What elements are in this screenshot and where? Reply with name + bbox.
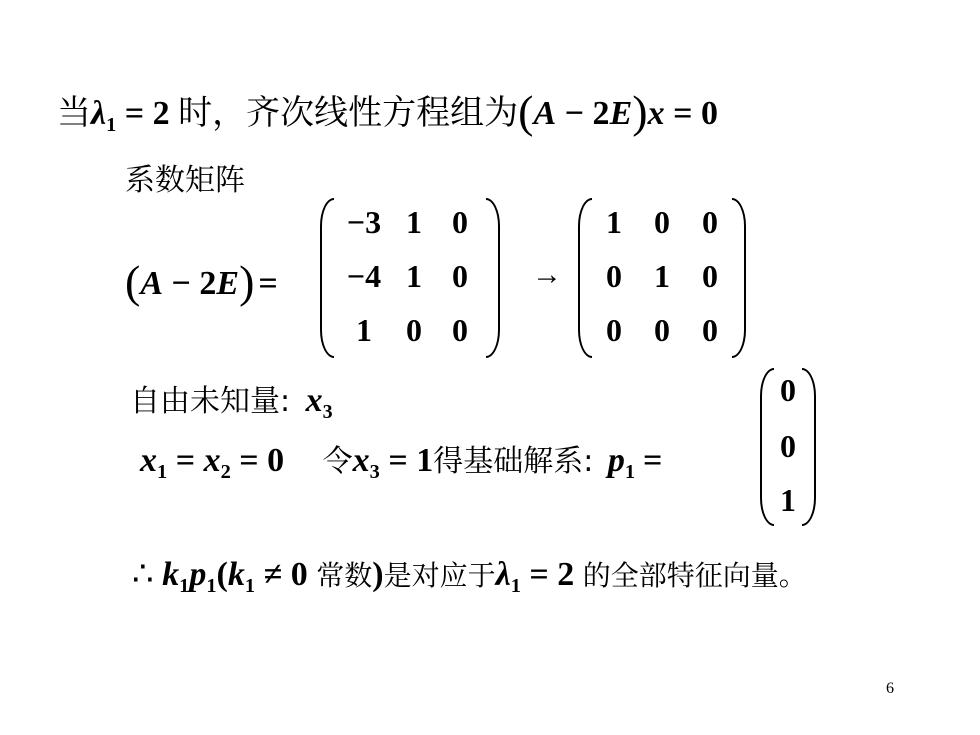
matrix-cell: 0: [702, 258, 718, 294]
vector-cell: 0: [780, 372, 796, 408]
basis-vector: [760, 368, 816, 526]
p1-subscript: 1: [206, 575, 217, 598]
coefficient-matrix: [320, 198, 500, 358]
eigenvalue-equals: = 2: [116, 95, 179, 132]
free-variable-subscript: 3: [322, 401, 333, 423]
left-paren: (: [518, 86, 534, 137]
matrix-cell: 0: [606, 312, 622, 348]
conclusion-line: [132, 554, 807, 598]
x2: x: [203, 442, 221, 479]
matrix-cell: 1: [406, 258, 422, 294]
free-variable-label: 自由未知量:: [130, 384, 291, 419]
matrix-cell: 1: [356, 312, 372, 348]
therefore-symbol: ∴: [132, 556, 163, 593]
right-paren: ): [632, 86, 648, 137]
matrix-left-bracket: [578, 198, 592, 358]
matrix-right-bracket: [732, 198, 746, 358]
equals-one: = 1: [379, 442, 434, 479]
matrix-A: A: [140, 265, 164, 302]
page-number: 6: [886, 680, 894, 697]
matrix-cell: 0: [452, 312, 468, 348]
k1-inner: k: [227, 556, 245, 593]
p1-subscript: 1: [624, 461, 636, 484]
matrix-lhs: [125, 252, 278, 305]
reduced-matrix: [578, 198, 746, 358]
system-description: 时，齐次线性方程组为: [178, 93, 519, 133]
x2-subscript: 2: [220, 461, 231, 484]
x1-subscript: 1: [157, 461, 168, 484]
matrix-right-bracket: [486, 198, 500, 358]
coefficient-matrix-label: 系数矩阵: [125, 163, 245, 198]
matrix-cell: 0: [452, 258, 468, 294]
eigenvector-text: 的全部特征向量。: [582, 559, 807, 592]
lambda-subscript: 1: [510, 575, 521, 598]
k1-subscript: 1: [179, 575, 190, 598]
eigenvalue-case-line: [57, 82, 718, 137]
x3-subscript: 3: [369, 461, 380, 484]
free-variable-x: x: [305, 382, 323, 419]
x3: x: [352, 442, 370, 479]
minus-two: − 2: [163, 265, 217, 302]
lambda-subscript: 1: [106, 114, 117, 137]
matrix-cell: 0: [654, 312, 670, 348]
vector-x: x: [647, 95, 665, 132]
open-paren: (: [216, 556, 228, 593]
equals-sign: =: [643, 442, 663, 479]
identity-E: E: [609, 95, 633, 132]
matrix-A: A: [533, 95, 557, 132]
basis-label: 得基础解系:: [433, 444, 594, 479]
not-equal-zero: ≠ 0: [255, 556, 317, 593]
p1: p: [189, 556, 207, 593]
matrix-cell: 0: [406, 312, 422, 348]
equals-zero: = 0: [664, 95, 718, 132]
equals-zero: = 0: [230, 442, 285, 479]
p1: p: [607, 442, 625, 479]
corresponding-text: 是对应于: [383, 559, 496, 592]
minus-two: − 2: [556, 95, 610, 132]
let-word: 令: [322, 444, 353, 479]
equals-sign: =: [258, 265, 278, 302]
matrix-cell: 0: [452, 204, 468, 240]
matrix-cell: 0: [606, 258, 622, 294]
matrix-cell: 1: [406, 204, 422, 240]
right-paren: ): [239, 256, 255, 307]
matrix-cell: 1: [606, 204, 622, 240]
solution-line: [140, 436, 662, 484]
matrix-cell: 0: [654, 204, 670, 240]
identity-E: E: [216, 265, 240, 302]
left-paren: (: [125, 256, 141, 307]
close-paren: ): [372, 556, 384, 593]
when-word: 当: [57, 93, 91, 133]
matrix-cell: 0: [702, 312, 718, 348]
constant-word: 常数: [316, 559, 373, 592]
matrix-cell: −3: [346, 204, 382, 240]
matrix-cell: 1: [654, 258, 670, 294]
equals: =: [167, 442, 204, 479]
x1: x: [140, 442, 157, 479]
lambda-symbol: λ: [495, 556, 511, 593]
k1-inner-subscript: 1: [244, 575, 256, 598]
row-reduce-arrow: →: [532, 258, 562, 291]
eigenvalue-equals: = 2: [520, 556, 583, 593]
matrix-cell: 0: [702, 204, 718, 240]
matrix-left-bracket: [320, 198, 334, 358]
matrix-cell: −4: [346, 258, 382, 294]
k1: k: [162, 556, 180, 593]
vector-cell: 1: [780, 482, 796, 518]
lambda-symbol: λ: [91, 95, 107, 132]
free-variable-line: [130, 376, 333, 424]
vector-cell: 0: [780, 428, 796, 464]
